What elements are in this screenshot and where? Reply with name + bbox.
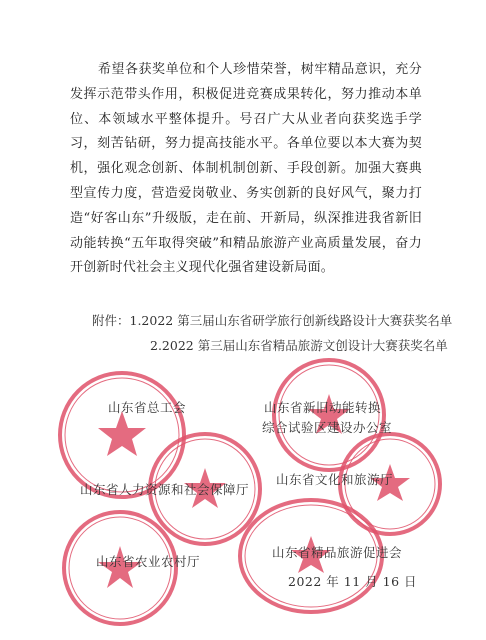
attachment-line-1: 附件：1.2022 第三届山东省研学旅行创新线路设计大赛获奖名单 xyxy=(92,313,453,328)
signatory-agri: 山东省农业农村厅 xyxy=(96,554,201,569)
body-paragraph: 希望各获奖单位和个人珍惜荣誉，树牢精品意识，充分发挥示范带头作用，积极促进竞赛成果转化，努力推动本单位、本领域水平整体提升。号召广大从业者向获奖选手学习，刻苦钻研，努力提高技能水平。各单位要以本大赛为契机，强化观念创新、体制机制创新、手段创新。加强大赛典型宣传力度，营造爱岗敬业、务实创新的良好风气，聚力打造“好客山东”升级版，走在前、开新局，纵深推进我省新旧动能转换“五年取得突破”和精品旅游产业高质量发展，奋力开创新时代社会主义现代化强省建设新局面。 xyxy=(70,62,422,276)
signatory-kinetic: 山东省新旧动能转换 xyxy=(264,400,382,415)
signatory-union: 山东省总工会 xyxy=(108,400,187,415)
body-text xyxy=(70,58,422,281)
signatory-promo: 山东省精品旅游促进会 xyxy=(272,545,403,560)
signatory-hr: 山东省人力资源和社会保障厅 xyxy=(80,482,250,497)
signature-date: 2022 年 11 月 16 日 xyxy=(288,574,417,589)
signatory-kinetic-line2: 综合试验区建设办公室 xyxy=(262,420,393,435)
attachment-line-2: 2.2022 第三届山东省精品旅游文创设计大赛获奖名单 xyxy=(150,338,448,353)
signatory-culture: 山东省文化和旅游厅 xyxy=(276,472,394,487)
